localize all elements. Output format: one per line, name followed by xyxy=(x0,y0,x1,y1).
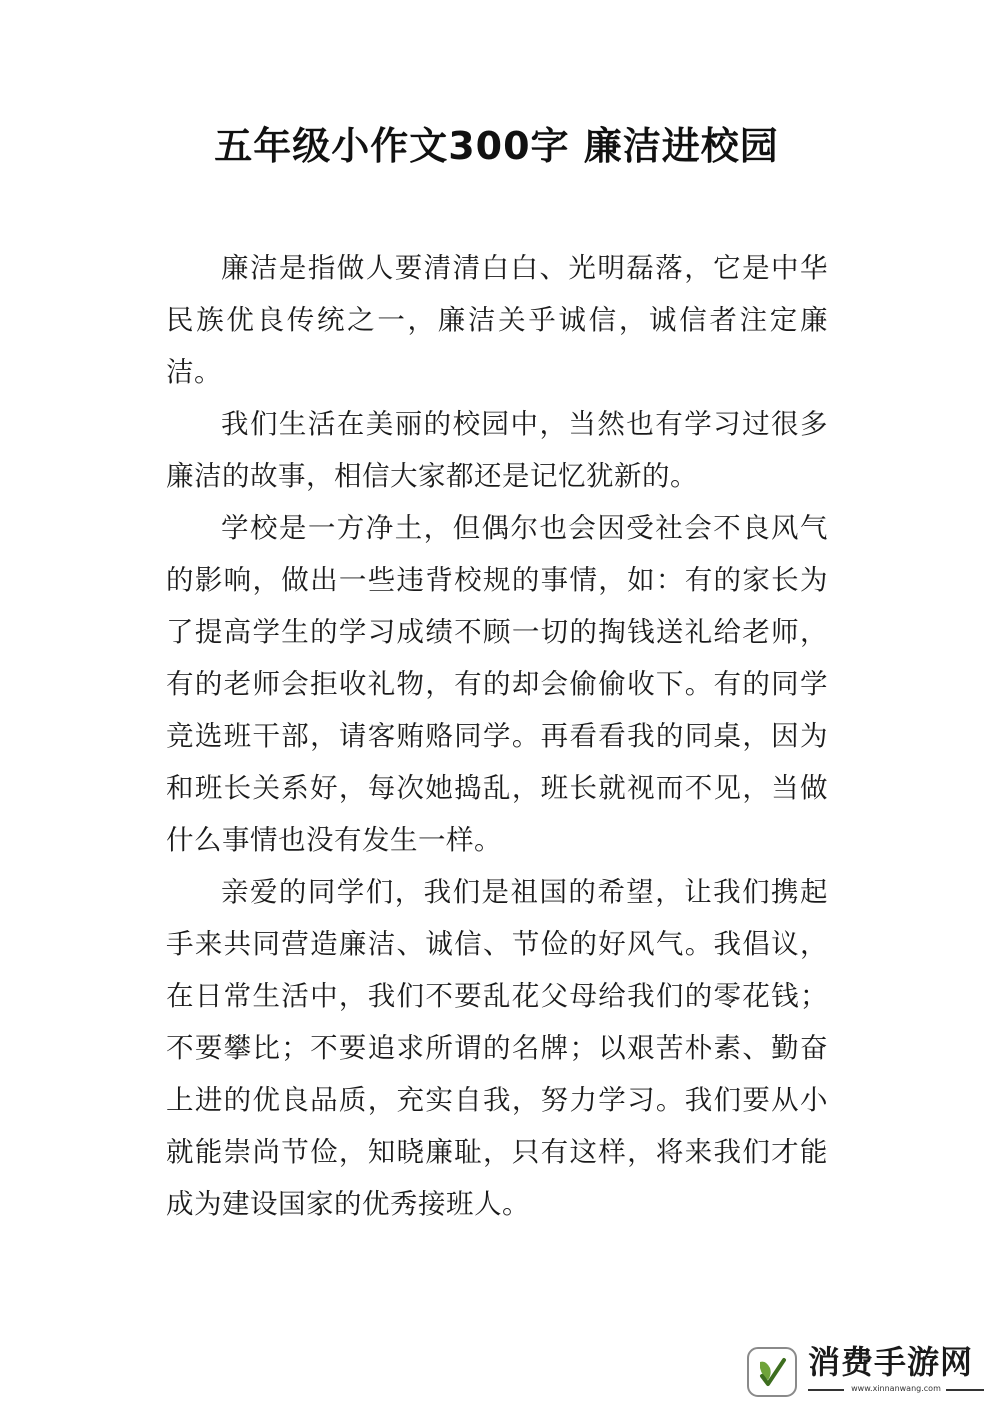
essay-body xyxy=(166,242,828,1230)
paragraph-4: 亲爱的同学们，我们是祖国的希望，让我们携起手来共同营造廉洁、诚信、节俭的好风气。我倡议，在日常生活中，我们不要乱花父母给我们的零花钱；不要攀比；不要追求所谓的名牌；以艰苦朴素、勤奋上进的优良品质，充实自我，努力学习。我们要从小就能崇尚节俭，知晓廉耻，只有这样，将来我们才能成为建设国家的优秀接班人。 xyxy=(166,876,828,1220)
watermark-divider-right xyxy=(946,1389,984,1391)
leaf-check-icon xyxy=(746,1346,798,1398)
paragraph-1: 廉洁是指做人要清清白白、光明磊落，它是中华民族优良传统之一，廉洁关乎诚信，诚信者注定廉洁。 xyxy=(166,252,828,388)
paragraph-2: 我们生活在美丽的校园中，当然也有学习过很多廉洁的故事，相信大家都还是记忆犹新的。 xyxy=(166,408,828,492)
site-watermark xyxy=(746,1342,986,1402)
page-title: 五年级小作文300字 廉洁进校园 xyxy=(214,124,779,168)
watermark-site-name: 消费手游网 xyxy=(808,1343,974,1381)
paragraph-3: 学校是一方净土，但偶尔也会因受社会不良风气的影响，做出一些违背校规的事情，如：有的家长为了提高学生的学习成绩不顾一切的掏钱送礼给老师，有的老师会拒收礼物，有的却会偷偷收下。有的同学竞选班干部，请客贿赂同学。再看看我的同桌，因为和班长关系好，每次她捣乱，班长就视而不见，当做什么事情也没有发生一样。 xyxy=(166,512,828,856)
watermark-url: www.xinnanwang.com xyxy=(851,1384,941,1393)
